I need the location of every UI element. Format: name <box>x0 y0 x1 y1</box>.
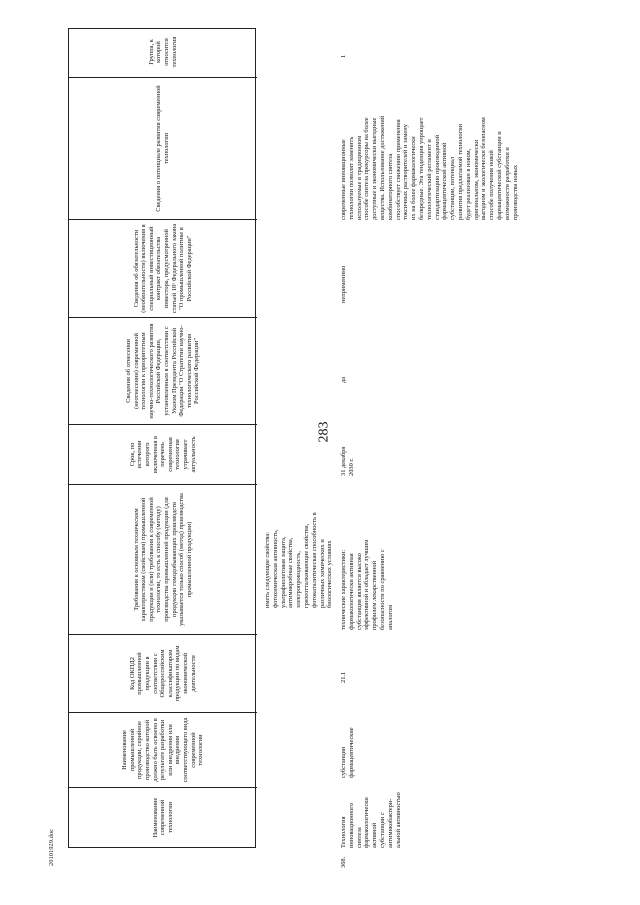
continuation-line: электропроводность, <box>295 551 303 608</box>
table-row <box>340 28 564 868</box>
header-requirements: Требования к основным техническим характеристикам (свойствам) промышленной продукции и (или) требования к современной технологии, то есть к способу (методу) производства промышленной продукции (для продукции гомодобывающих производств указывается только способ (метод) производства промышленной продукции) <box>69 484 257 634</box>
header-term: Срок, по истечении которого включенная в перечень современная технология утрачивает актуальность <box>69 424 257 484</box>
continuation-line: различных химических и <box>318 539 326 608</box>
header-group: Группа, к которой относится технология <box>147 36 178 68</box>
header-technology-name: Наименование современной технологии <box>69 787 257 847</box>
header-product-name: Наименование промышленной продукции, серийное производство которой должно быть освоено в результате разработки или внедрения или внедрения соответствующего вида современной технологии <box>69 712 257 787</box>
continuation-text <box>264 458 334 608</box>
continuation-line: фотокаталитическая способность в <box>310 512 318 608</box>
page-number: 283 <box>316 421 332 443</box>
row-term: 31 декабря 2030 г. <box>340 446 355 476</box>
continuation-line: ультрафиолетовая защита, <box>279 536 287 608</box>
continuation-line: грязеотталкивающие свойства, <box>302 523 310 608</box>
continuation-line: биологических условиях <box>326 540 334 608</box>
header-development-potential: Сведения о потенциале развития современной технологии <box>69 77 257 219</box>
row-number: 368. <box>340 856 347 868</box>
row-development-potential: современные инновационные технологии позволят заменить используемые в традиционном способе синтеза прекурсоры на более доступные и экономически выгодные вещества. Использование достижений комбинаторного синтеза способствует снижению применения токсичных растворителей и замену их на более фармакологически безвредные. Эта тенденция упрощает технологический регламент и стандартизацию производимой фармацевтической активной субстанции, потенциал развития предлагаемой технологии будет реализован в новом, оригинальном, экономически выгодном и экологически безопасном способе получения новой фармацевтической субстанции и возможности разработки и производства новых <box>340 115 519 220</box>
continuation-line: иметь следующие свойства: <box>264 532 271 608</box>
row-okpd2-code: 21.1 <box>340 671 347 683</box>
table-header-row <box>68 28 256 848</box>
row-technology-name: Технология инновационного синтеза фармакологически активной субстанции с антимикобактери- альной активностью <box>340 792 402 848</box>
document-id: 20101929.doc <box>48 828 55 866</box>
row-requirements: технические характеристики: фармакологически активная субстанция является высоко эффективной и обладает лучшим профилем лекарственной безопасности по сравнению с аналогом <box>340 539 394 630</box>
rotated-page-content <box>68 28 564 868</box>
row-product-name: субстанции фармацевтические <box>340 727 355 778</box>
row-priority-status: да <box>340 376 347 383</box>
continuation-line: антимикробные свойства, <box>287 537 295 608</box>
continuation-line: фотохимическая активность, <box>271 529 279 608</box>
row-group: 1 <box>340 54 347 58</box>
header-okpd2-code: Код ОКПД2 промышленной продукции в соответствии с Общероссийским классификатором продукции по видам экономической деятельности <box>69 634 257 712</box>
row-contract-obligation: неприменимо <box>340 265 347 303</box>
header-priority-status: Сведения об отнесении (неотнесении) современной технологии к приоритетным научно-технологического развития Российской Федерации, установленным в соответствии с Указом Президента Российской Федерации "О Стратегии научно-технологического развития Российской Федерации" <box>69 317 257 424</box>
technology-table <box>68 28 564 868</box>
header-contract-obligation: Сведения об обязательности (необязательности) включения в специальный инвестиционный контракт обязательства инвестора, предусмотренной статьей 18¹ Федерального закона "О промышленной политике в Российской Федерации" <box>69 219 257 317</box>
